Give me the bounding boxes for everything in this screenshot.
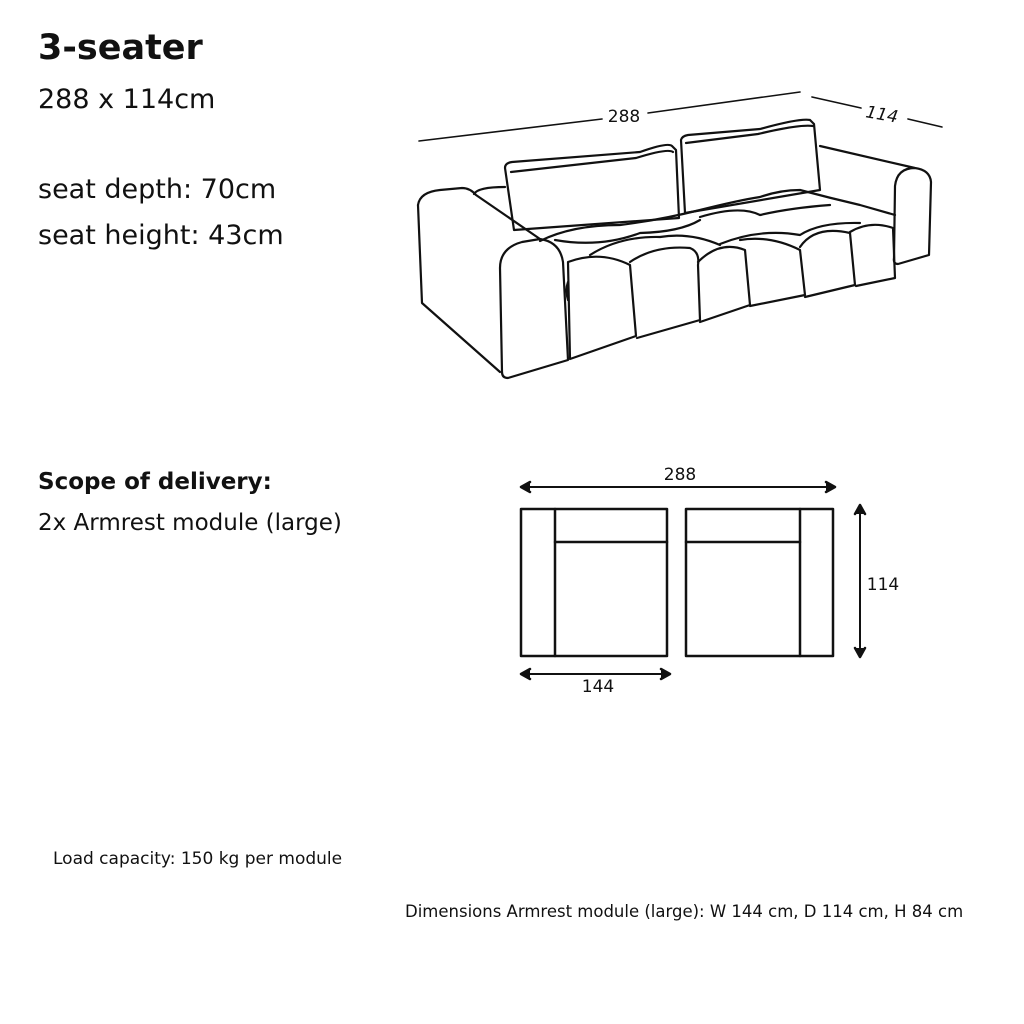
delivery-heading: Scope of delivery: — [38, 469, 272, 495]
perspective-depth-label: 114 — [864, 102, 900, 128]
product-size: 288 x 114cm — [38, 84, 216, 115]
perspective-width-label: 288 — [607, 107, 641, 127]
plan-depth-label: 114 — [866, 575, 900, 595]
product-title: 3-seater — [38, 28, 203, 68]
load-capacity-note: Load capacity: 150 kg per module — [53, 849, 343, 869]
plan-total-width-label: 288 — [663, 465, 697, 485]
seat-height: seat height: 43cm — [38, 220, 284, 251]
delivery-item: 2x Armrest module (large) — [38, 510, 342, 536]
plan-module-width-label: 144 — [581, 677, 615, 697]
sofa-plan-drawing — [521, 465, 899, 697]
right-armrest-module — [686, 509, 833, 656]
seat-depth: seat depth: 70cm — [38, 174, 277, 205]
module-dimensions-note: Dimensions Armrest module (large): W 144 cm, D 114 cm, H 84 cm — [405, 902, 964, 921]
left-armrest-module — [521, 509, 667, 656]
sofa-perspective-drawing — [418, 92, 942, 378]
